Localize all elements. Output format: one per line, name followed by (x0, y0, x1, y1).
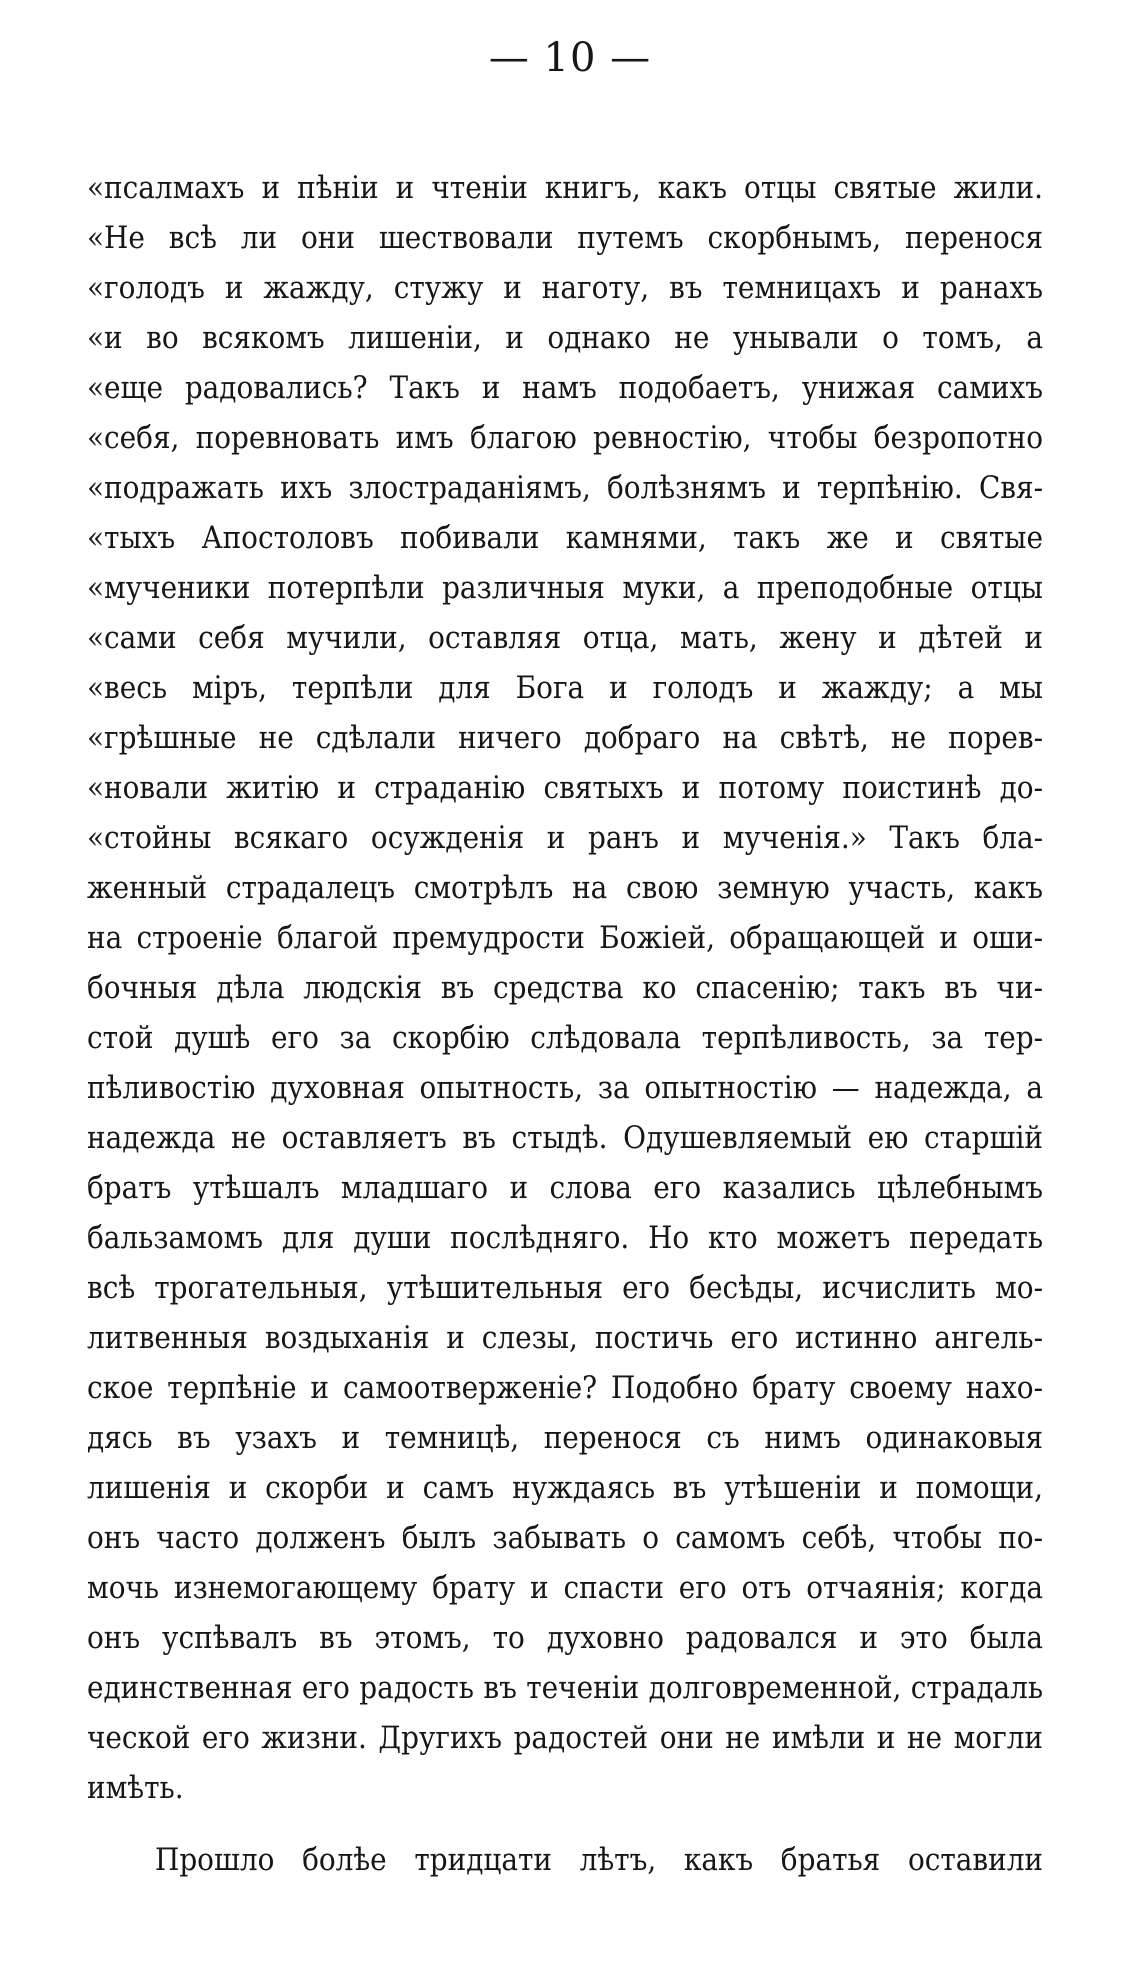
text-line: братъ утѣшалъ младшаго и слова его казались цѣлебнымъ (87, 1170, 1043, 1206)
text-line: онъ успѣвалъ въ этомъ, то духовно радовался и это была (87, 1620, 1043, 1656)
text-line: мочь изнемогающему брату и спасти его отъ отчаянія; когда (87, 1570, 1043, 1606)
text-line: женный страдалецъ смотрѣлъ на свою земную участь, какъ (87, 870, 1043, 906)
text-line: на строеніе благой премудрости Божіей, обращающей и оши- (87, 920, 1043, 956)
text-line: литвенныя воздыханія и слезы, постичь его истинно ангель- (87, 1320, 1043, 1356)
text-line: «Не всѣ ли они шествовали путемъ скорбнымъ, перенося (87, 220, 1043, 256)
paragraph-start-line: Прошло болѣе тридцати лѣтъ, какъ братья оставили (155, 1842, 1043, 1878)
text-line: бальзамомъ для души послѣдняго. Но кто можетъ передать (87, 1220, 1043, 1256)
body-text (87, 163, 1043, 1885)
text-line: ческой его жизни. Другихъ радостей они не имѣли и не могли (87, 1720, 1043, 1756)
text-line: ское терпѣніе и самоотверженіе? Подобно брату своему нахо- (87, 1370, 1043, 1406)
text-line: «весь міръ, терпѣли для Бога и голодъ и жажду; а мы (87, 670, 1043, 706)
paragraph-end-line: имѣть. (87, 1770, 184, 1806)
text-line: «и во всякомъ лишеніи, и однако не унывали о томъ, а (87, 320, 1043, 356)
text-line: стой душѣ его за скорбію слѣдовала терпѣливость, за тер- (87, 1020, 1043, 1056)
text-line: «новали житію и страданію святыхъ и потому поистинѣ до- (87, 770, 1043, 806)
paragraph-gap (87, 1813, 1043, 1835)
text-line: надежда не оставляетъ въ стыдѣ. Одушевляемый ею старшій (87, 1120, 1043, 1156)
text-line: пѣливостію духовная опытность, за опытностію — надежда, а (87, 1070, 1043, 1106)
text-line: «псалмахъ и пѣніи и чтеніи книгъ, какъ отцы святые жили. (87, 170, 1043, 206)
text-line: «грѣшные не сдѣлали ничего добраго на свѣтѣ, не порев- (87, 720, 1043, 756)
text-line: «себя, поревновать имъ благою ревностію, чтобы безропотно (87, 420, 1043, 456)
text-line: «голодъ и жажду, стужу и наготу, въ темницахъ и ранахъ (87, 270, 1043, 306)
text-line: «стойны всякаго осужденія и ранъ и мученія.» Такъ бла- (87, 820, 1043, 856)
text-line: единственная его радость въ теченіи долговременной, страдаль (87, 1670, 1043, 1706)
text-line: «подражать ихъ злостраданіямъ, болѣзнямъ и терпѣнію. Свя- (87, 470, 1043, 506)
text-line: «еще радовались? Такъ и намъ подобаетъ, унижая самихъ (87, 370, 1043, 406)
text-line: «сами себя мучили, оставляя отца, мать, жену и дѣтей и (87, 620, 1043, 656)
page-number: — 10 — (488, 35, 652, 81)
text-line: «мученики потерпѣли различныя муки, а преподобные отцы (87, 570, 1043, 606)
text-line: всѣ трогательныя, утѣшительныя его бесѣды, исчислить мо- (87, 1270, 1043, 1306)
text-line: лишенія и скорби и самъ нуждаясь въ утѣшеніи и помощи, (87, 1470, 1043, 1506)
text-line: онъ часто долженъ былъ забывать о самомъ себѣ, чтобы по- (87, 1520, 1043, 1556)
text-line: «тыхъ Апостоловъ побивали камнями, такъ же и святые (87, 520, 1043, 556)
text-line: бочныя дѣла людскія въ средства ко спасенію; такъ въ чи- (87, 970, 1043, 1006)
text-line: дясь въ узахъ и темницѣ, перенося съ нимъ одинаковыя (87, 1420, 1043, 1456)
